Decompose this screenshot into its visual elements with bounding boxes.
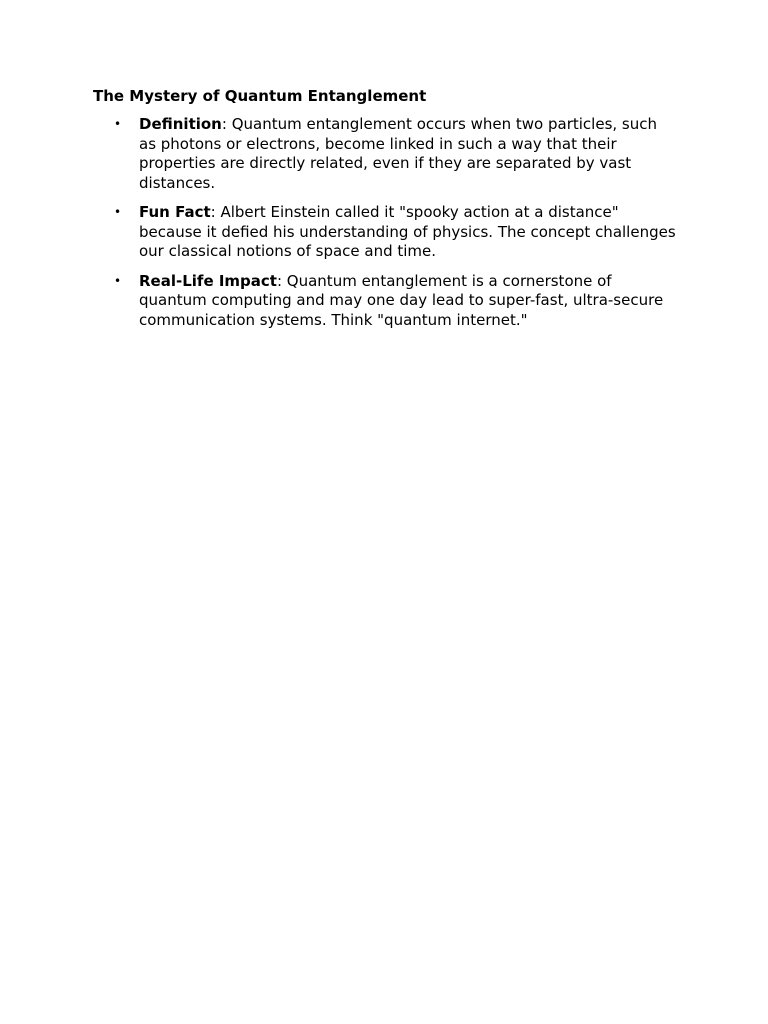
real-life-impact-separator: : <box>276 271 287 290</box>
real-life-impact-text: Quantum entanglement is a cornerstone of quantum computing and may one day lead to super-fast, ultra-secure communication systems. Think "quantum internet." <box>139 271 664 329</box>
list-item-fun-fact <box>93 203 678 262</box>
bullet-list <box>93 115 678 330</box>
definition-text: Quantum entanglement occurs when two particles, such as photons or electrons, become linked in such a way that their properties are directly related, even if they are separated by vast distances. <box>139 115 657 192</box>
bullet-icon: • <box>114 205 122 219</box>
bullet-icon: • <box>114 273 122 288</box>
list-item-definition <box>93 115 678 193</box>
fun-fact-text: Albert Einstein called it "spooky action at a distance" because it defied his understanding of physics. The concept challenges our classical notions of space and time. <box>139 203 676 260</box>
real-life-impact-term: Real-Life Impact <box>139 271 277 290</box>
list-item-real-life-impact <box>93 272 678 331</box>
fun-fact-separator: : <box>210 203 221 221</box>
fun-fact-term: Fun Fact <box>139 203 211 221</box>
definition-separator: : <box>221 115 232 133</box>
bullet-icon: • <box>114 117 122 131</box>
definition-term: Definition <box>139 115 222 133</box>
document-title: The Mystery of Quantum Entanglement <box>93 87 427 105</box>
